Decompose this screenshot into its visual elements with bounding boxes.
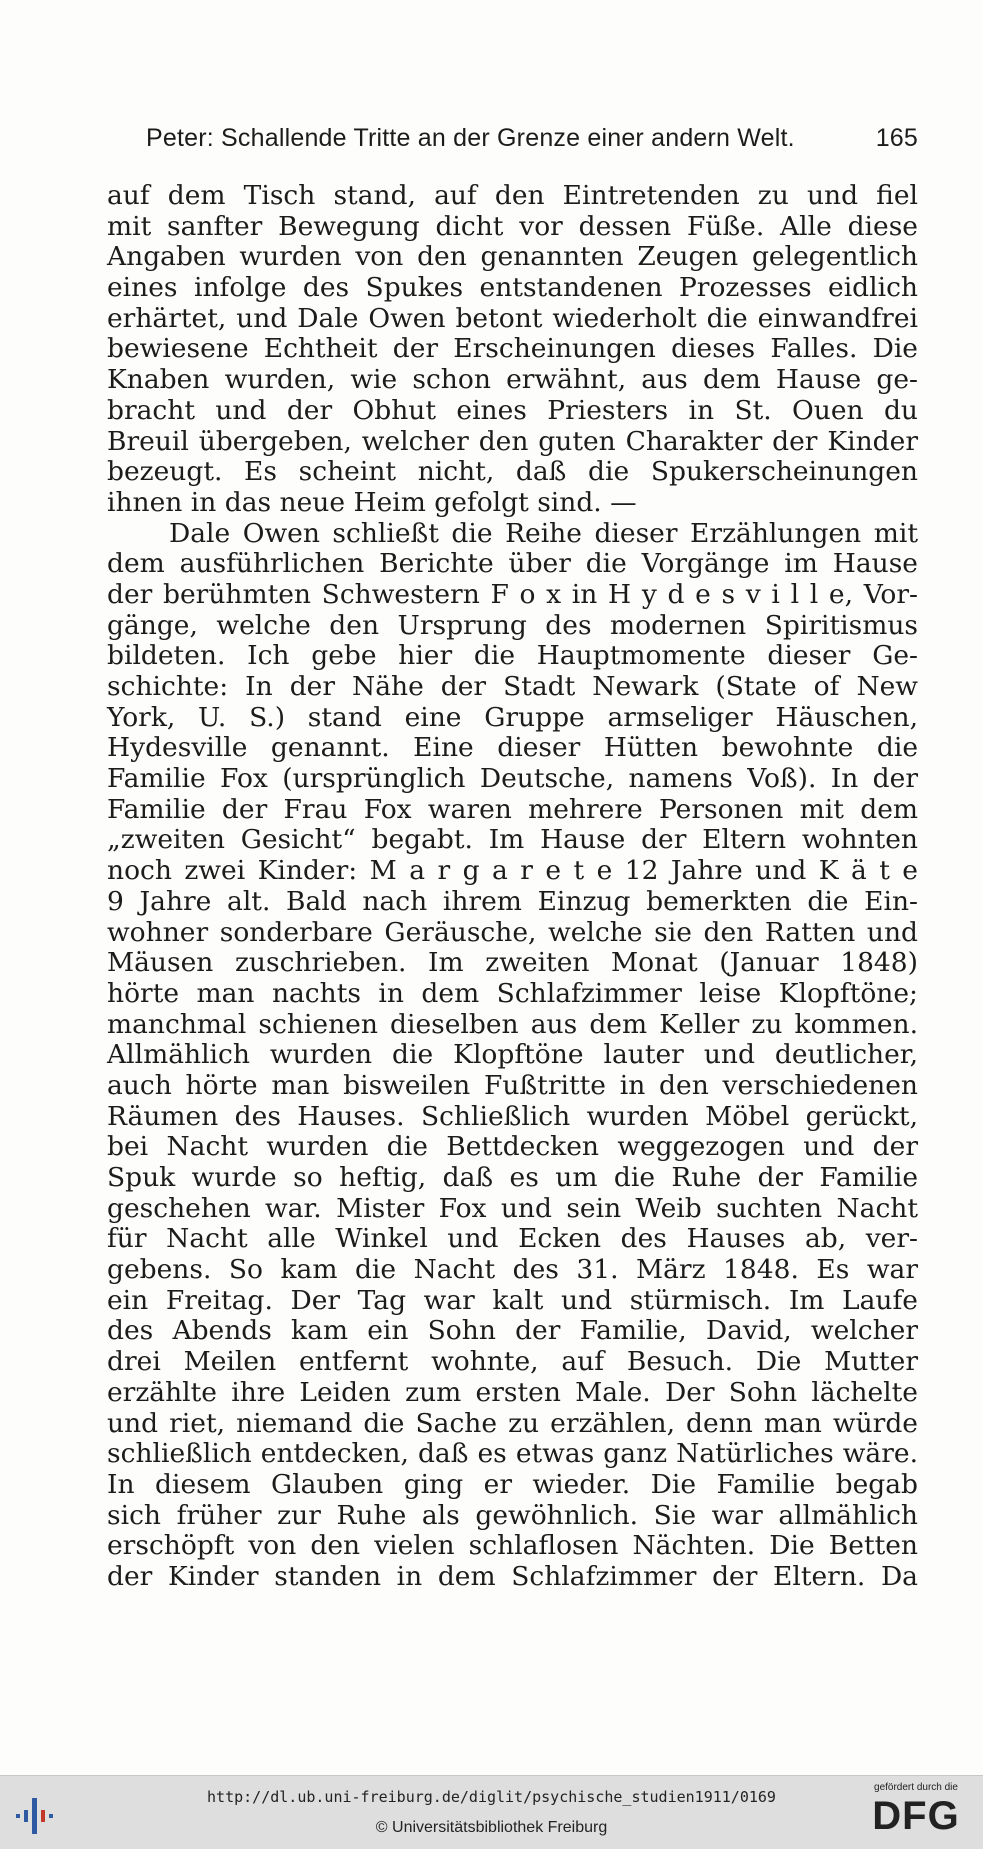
dfg-logo	[861, 1782, 971, 1844]
text-line: bracht und der Obhut eines Priesters in St. Ouen du	[107, 394, 918, 426]
text-line: des Abends kam ein Sohn der Familie, David, welcher	[107, 1315, 918, 1347]
text-line: York, U. S.) stand eine Gruppe armseliger Häuschen,	[107, 701, 918, 733]
page-number: 165	[875, 124, 918, 152]
page-header-title: Peter: Schallende Tritte an der Grenze einer andern Welt.	[146, 124, 795, 152]
text-line: gebens. So kam die Nacht des 31. März 1848. Es war	[107, 1254, 918, 1286]
text-line: Familie der Frau Fox waren mehrere Personen mit dem	[107, 793, 918, 825]
text-line: manchmal schienen dieselben aus dem Keller zu kommen.	[107, 1008, 918, 1040]
text-line: erhärtet, und Dale Owen betont wiederholt die einwandfrei	[107, 302, 918, 334]
text-line: Breuil übergeben, welcher den guten Charakter der Kinder	[107, 425, 918, 457]
text-line: hörte man nachts in dem Schlafzimmer leise Klopftöne;	[107, 977, 918, 1009]
text-line: Allmählich wurden die Klopftöne lauter und deutlicher,	[107, 1039, 918, 1071]
text-line: erschöpft von den vielen schlaflosen Nächten. Die Betten	[107, 1530, 918, 1562]
dfg-logo-text: DFG	[872, 1794, 960, 1838]
text-line: sich früher zur Ruhe als gewöhnlich. Sie war allmählich	[107, 1499, 918, 1531]
text-line: schließlich entdecken, daß es etwas ganz Natürliches wäre.	[107, 1438, 918, 1470]
text-line: ein Freitag. Der Tag war kalt und stürmisch. Im Laufe	[107, 1284, 918, 1316]
text-line: auf dem Tisch stand, auf den Eintretenden zu und fiel	[107, 180, 918, 211]
text-line: auch hörte man bisweilen Fußtritte in den verschiedenen	[107, 1069, 918, 1101]
text-line: bei Nacht wurden die Bettdecken weggezogen und der	[107, 1131, 918, 1163]
text-line: bildeten. Ich gebe hier die Hauptmomente dieser Ge-	[107, 640, 918, 672]
text-line: noch zwei Kinder: M a r g a r e t e 12 Jahre und K ä t e	[107, 855, 918, 887]
text-line: geschehen war. Mister Fox und sein Weib suchten Nacht	[107, 1192, 918, 1224]
text-line: Knaben wurden, wie schon erwähnt, aus dem Hause ge-	[107, 364, 918, 396]
running-head	[146, 124, 918, 153]
text-line: wohner sonderbare Geräusche, welche sie den Ratten und	[107, 916, 918, 948]
copyright-notice: © Universitätsbibliothek Freiburg	[375, 1819, 608, 1836]
text-line: bezeugt. Es scheint nicht, daß die Spukerscheinungen	[107, 456, 918, 488]
text-line: bewiesene Echtheit der Erscheinungen dieses Falles. Die	[107, 333, 918, 365]
text-line: 9 Jahre alt. Bald nach ihrem Einzug bemerkten die Ein-	[107, 885, 918, 917]
text-line: für Nacht alle Winkel und Ecken des Hauses ab, ver-	[107, 1223, 918, 1255]
text-line: mit sanfter Bewegung dicht vor dessen Füße. Alle diese	[107, 210, 918, 242]
text-line: und riet, niemand die Sache zu erzählen, denn man würde	[107, 1407, 918, 1439]
text-line: Hydesville genannt. Eine dieser Hütten bewohnte die	[107, 732, 918, 764]
text-line: gänge, welche den Ursprung des modernen Spiritismus	[107, 609, 918, 641]
text-line: Familie Fox (ursprünglich Deutsche, namens Voß). In der	[107, 763, 918, 795]
viewer-footer	[0, 1775, 983, 1849]
text-line: Mäusen zuschrieben. Im zweiten Monat (Januar 1848)	[107, 947, 918, 979]
body-text	[107, 181, 918, 1593]
dfg-funding-text: gefördert durch die	[874, 1782, 958, 1793]
text-line: Angaben wurden von den genannten Zeugen gelegentlich	[107, 241, 918, 273]
permalink-url[interactable]: http://dl.ub.uni-freiburg.de/diglit/psychische_studien1911/0169	[207, 1788, 776, 1806]
text-line: eines infolge des Spukes entstandenen Prozesses eidlich	[107, 272, 918, 304]
paragraph-start-line: Dale Owen schließt die Reihe dieser Erzählungen mit	[169, 517, 918, 549]
text-line: der Kinder standen in dem Schlafzimmer der Eltern. Da	[107, 1560, 918, 1592]
text-line: ihnen in das neue Heim gefolgt sind. —	[107, 486, 637, 518]
text-line: schichte: In der Nähe der Stadt Newark (State of New	[107, 671, 918, 702]
text-line: drei Meilen entfernt wohnte, auf Besuch. Die Mutter	[107, 1346, 918, 1378]
text-line: In diesem Glauben ging er wieder. Die Familie begab	[107, 1468, 918, 1500]
text-line: der berühmten Schwestern F o x in H y d e s v i l l e, Vor-	[107, 578, 918, 610]
text-line: erzählte ihre Leiden zum ersten Male. Der Sohn lächelte	[107, 1376, 918, 1408]
text-line: dem ausführlichen Berichte über die Vorgänge im Hause	[107, 548, 918, 580]
text-line: Spuk wurde so heftig, daß es um die Ruhe der Familie	[107, 1162, 918, 1193]
text-line: Räumen des Hauses. Schließlich wurden Möbel gerückt,	[107, 1100, 918, 1132]
text-line: „zweiten Gesicht“ begabt. Im Hause der Eltern wohnten	[107, 824, 918, 856]
